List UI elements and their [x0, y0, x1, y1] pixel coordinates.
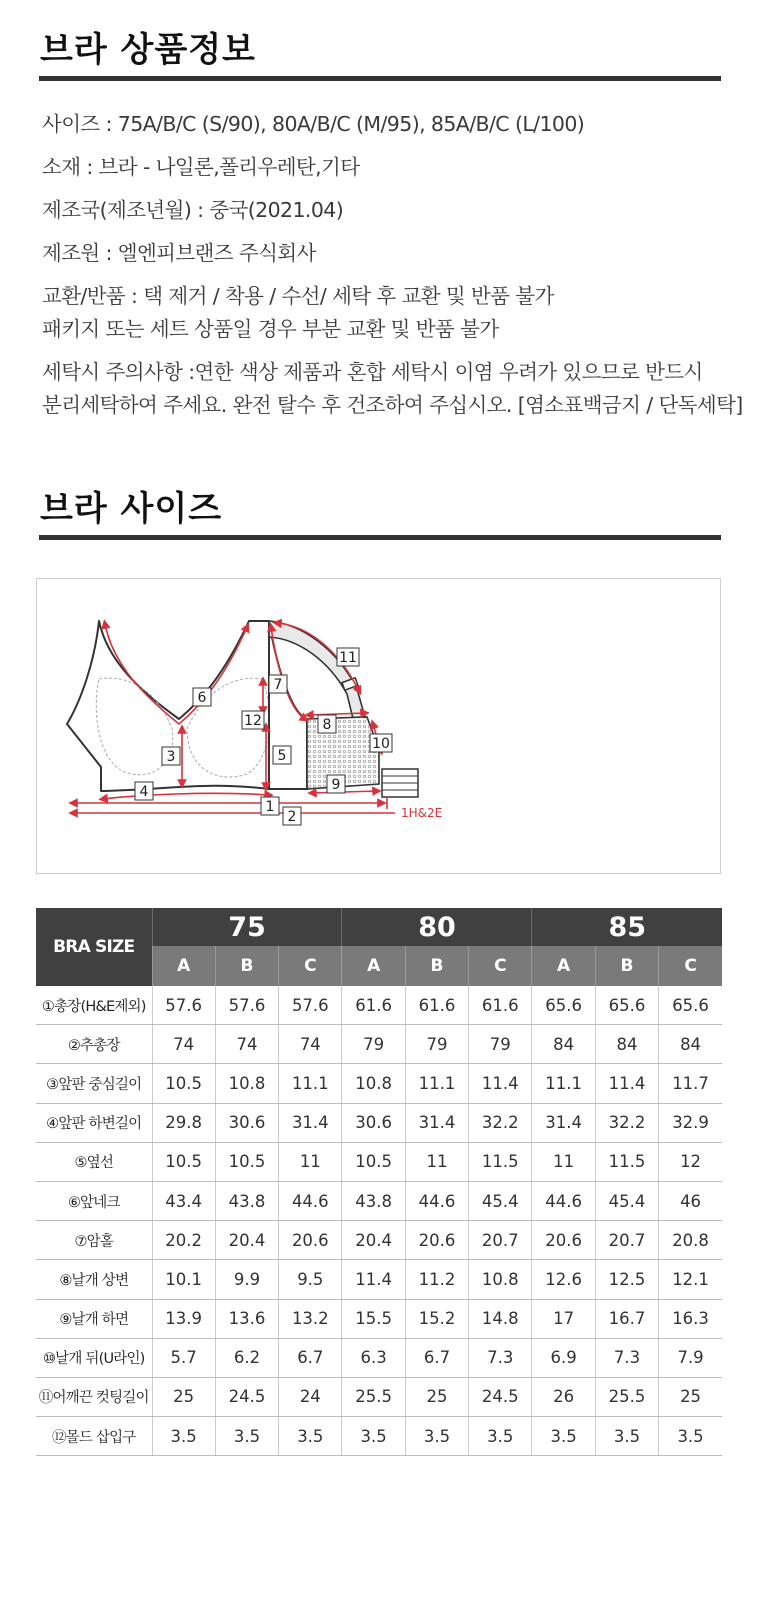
- table-cell: 25: [152, 1377, 215, 1416]
- table-cell: 14.8: [469, 1299, 532, 1338]
- table-cell: 26: [532, 1377, 595, 1416]
- table-cell: 11.7: [659, 1064, 722, 1103]
- marker-7: 7: [273, 677, 283, 693]
- table-cell: 32.2: [469, 1103, 532, 1142]
- cup-header: A: [152, 946, 215, 986]
- table-cell: 20.4: [215, 1221, 278, 1260]
- table-cell: 11.5: [595, 1142, 658, 1181]
- bra-measurement-diagram: [36, 578, 721, 874]
- cup-header: A: [342, 946, 405, 986]
- row-label: ⑦암홀: [36, 1221, 152, 1260]
- table-row: [36, 1417, 722, 1456]
- table-cell: 15.2: [405, 1299, 468, 1338]
- title-underline: [39, 76, 721, 81]
- table-cell: 25.5: [595, 1377, 658, 1416]
- table-cell: 11.1: [532, 1064, 595, 1103]
- table-cell: 20.2: [152, 1221, 215, 1260]
- table-cell: 74: [215, 1025, 278, 1064]
- table-cell: 13.2: [279, 1299, 342, 1338]
- marker-8: 8: [322, 717, 332, 733]
- table-cell: 44.6: [405, 1181, 468, 1220]
- table-cell: 7.9: [659, 1338, 722, 1377]
- table-cell: 11: [532, 1142, 595, 1181]
- table-cell: 11: [405, 1142, 468, 1181]
- info-washing-line1: 세탁시 주의사항 :연한 색상 제품과 혼합 세탁시 이염 우려가 있으므로 반드시: [42, 360, 703, 384]
- marker-4: 4: [139, 784, 149, 800]
- table-cell: 10.5: [342, 1142, 405, 1181]
- table-cell: 79: [405, 1025, 468, 1064]
- table-cell: 16.3: [659, 1299, 722, 1338]
- bra-diagram-svg: [37, 579, 722, 875]
- row-label: ⑫몰드 삽입구: [36, 1417, 152, 1456]
- table-cell: 25.5: [342, 1377, 405, 1416]
- table-cell: 74: [152, 1025, 215, 1064]
- table-cell: 20.8: [659, 1221, 722, 1260]
- marker-2: 2: [287, 809, 297, 825]
- row-label: ④앞판 하변길이: [36, 1103, 152, 1142]
- cup-header: C: [469, 946, 532, 986]
- row-label: ①총장(H&E제외): [36, 986, 152, 1025]
- marker-10: 10: [372, 736, 390, 752]
- table-cell: 45.4: [595, 1181, 658, 1220]
- table-cell: 9.5: [279, 1260, 342, 1299]
- product-info-list: [42, 108, 752, 432]
- table-cell: 32.2: [595, 1103, 658, 1142]
- table-cell: 13.6: [215, 1299, 278, 1338]
- table-cell: 43.4: [152, 1181, 215, 1220]
- table-cell: 44.6: [279, 1181, 342, 1220]
- table-cell: 3.5: [215, 1417, 278, 1456]
- table-cell: 11.4: [469, 1064, 532, 1103]
- table-cell: 65.6: [595, 986, 658, 1025]
- marker-3: 3: [166, 749, 176, 765]
- table-cell: 20.4: [342, 1221, 405, 1260]
- table-cell: 6.3: [342, 1338, 405, 1377]
- table-cell: 7.3: [595, 1338, 658, 1377]
- size-title-underline: [39, 535, 721, 540]
- table-cell: 65.6: [659, 986, 722, 1025]
- table-cell: 3.5: [279, 1417, 342, 1456]
- table-cell: 11.5: [469, 1142, 532, 1181]
- table-cell: 57.6: [152, 986, 215, 1025]
- table-cell: 12: [659, 1142, 722, 1181]
- size-section-title: 브라 사이즈: [40, 489, 223, 529]
- table-cell: 79: [469, 1025, 532, 1064]
- table-cell: 44.6: [532, 1181, 595, 1220]
- row-label: ②추총장: [36, 1025, 152, 1064]
- table-cell: 10.5: [152, 1142, 215, 1181]
- band-85-header: 85: [532, 908, 722, 946]
- table-row: [36, 1338, 722, 1377]
- table-cell: 17: [532, 1299, 595, 1338]
- table-row: [36, 1260, 722, 1299]
- marker-12: 12: [244, 713, 262, 729]
- table-cell: 11: [279, 1142, 342, 1181]
- row-label: ⑥앞네크: [36, 1181, 152, 1220]
- cup-header: C: [279, 946, 342, 986]
- table-cell: 11.1: [279, 1064, 342, 1103]
- table-cell: 29.8: [152, 1103, 215, 1142]
- info-exchange-line1: 교환/반품 : 택 제거 / 착용 / 수선/ 세탁 후 교환 및 반품 불가: [42, 284, 554, 308]
- marker-6: 6: [197, 690, 207, 706]
- table-cell: 25: [405, 1377, 468, 1416]
- table-cell: 13.9: [152, 1299, 215, 1338]
- table-cell: 24: [279, 1377, 342, 1416]
- table-cell: 3.5: [152, 1417, 215, 1456]
- band-80-header: 80: [342, 908, 532, 946]
- row-label: ⑪어깨끈 컷팅길이: [36, 1377, 152, 1416]
- table-cell: 43.8: [215, 1181, 278, 1220]
- marker-1: 1: [265, 799, 275, 815]
- table-cell: 31.4: [279, 1103, 342, 1142]
- table-cell: 20.6: [279, 1221, 342, 1260]
- table-cell: 79: [342, 1025, 405, 1064]
- row-label: ⑨날개 하면: [36, 1299, 152, 1338]
- marker-9: 9: [331, 777, 341, 793]
- table-row: [36, 1142, 722, 1181]
- info-size: 사이즈 : 75A/B/C (S/90), 80A/B/C (M/95), 85A/B/C (L/100): [42, 112, 585, 136]
- table-cell: 10.8: [342, 1064, 405, 1103]
- size-table-body: [36, 986, 722, 1456]
- product-info-title: 브라 상품정보: [40, 30, 256, 70]
- table-cell: 25: [659, 1377, 722, 1416]
- info-exchange-line2: 패키지 또는 세트 상품일 경우 부분 교환 및 반품 불가: [42, 317, 499, 341]
- table-cell: 3.5: [659, 1417, 722, 1456]
- table-cell: 74: [279, 1025, 342, 1064]
- table-cell: 45.4: [469, 1181, 532, 1220]
- row-label: ⑩날개 뒤(U라인): [36, 1338, 152, 1377]
- table-cell: 7.3: [469, 1338, 532, 1377]
- table-row: [36, 1181, 722, 1220]
- table-cell: 11.1: [405, 1064, 468, 1103]
- table-cell: 3.5: [342, 1417, 405, 1456]
- info-origin: 제조국(제조년월) : 중국(2021.04): [42, 198, 344, 222]
- table-cell: 32.9: [659, 1103, 722, 1142]
- table-cell: 16.7: [595, 1299, 658, 1338]
- table-cell: 15.5: [342, 1299, 405, 1338]
- bra-size-header: BRA SIZE: [36, 908, 152, 986]
- info-manufacturer: 제조원 : 엘엔피브랜즈 주식회사: [42, 241, 316, 265]
- table-cell: 31.4: [405, 1103, 468, 1142]
- table-cell: 6.7: [405, 1338, 468, 1377]
- table-cell: 84: [659, 1025, 722, 1064]
- table-row: [36, 1103, 722, 1142]
- table-cell: 20.6: [405, 1221, 468, 1260]
- table-cell: 11.2: [405, 1260, 468, 1299]
- table-cell: 6.2: [215, 1338, 278, 1377]
- table-cell: 84: [532, 1025, 595, 1064]
- table-cell: 6.9: [532, 1338, 595, 1377]
- table-cell: 24.5: [215, 1377, 278, 1416]
- bra-size-table: [36, 908, 722, 1456]
- row-label: ⑤옆선: [36, 1142, 152, 1181]
- row-label: ③앞판 중심길이: [36, 1064, 152, 1103]
- table-cell: 10.5: [152, 1064, 215, 1103]
- table-row: [36, 1299, 722, 1338]
- table-cell: 3.5: [595, 1417, 658, 1456]
- table-row: [36, 1221, 722, 1260]
- table-cell: 57.6: [215, 986, 278, 1025]
- marker-5: 5: [277, 748, 287, 764]
- table-cell: 61.6: [469, 986, 532, 1025]
- marker-11: 11: [339, 650, 357, 666]
- table-row: [36, 1025, 722, 1064]
- table-cell: 30.6: [342, 1103, 405, 1142]
- hook-eye-note: 1H&2E: [401, 806, 443, 820]
- table-cell: 65.6: [532, 986, 595, 1025]
- table-cell: 10.8: [469, 1260, 532, 1299]
- table-cell: 11.4: [595, 1064, 658, 1103]
- table-cell: 24.5: [469, 1377, 532, 1416]
- table-cell: 57.6: [279, 986, 342, 1025]
- table-row: [36, 1064, 722, 1103]
- table-cell: 43.8: [342, 1181, 405, 1220]
- table-row: [36, 986, 722, 1025]
- row-label: ⑧날개 상변: [36, 1260, 152, 1299]
- band-75-header: 75: [152, 908, 342, 946]
- table-cell: 3.5: [405, 1417, 468, 1456]
- table-cell: 30.6: [215, 1103, 278, 1142]
- table-cell: 20.6: [532, 1221, 595, 1260]
- table-cell: 10.8: [215, 1064, 278, 1103]
- table-cell: 12.1: [659, 1260, 722, 1299]
- cup-header: B: [405, 946, 468, 986]
- table-cell: 11.4: [342, 1260, 405, 1299]
- cup-header: C: [659, 946, 722, 986]
- table-cell: 61.6: [342, 986, 405, 1025]
- table-cell: 10.5: [215, 1142, 278, 1181]
- cup-header: A: [532, 946, 595, 986]
- table-cell: 3.5: [469, 1417, 532, 1456]
- cup-header: B: [595, 946, 658, 986]
- table-cell: 20.7: [469, 1221, 532, 1260]
- info-washing-line2: 분리세탁하여 주세요. 완전 탈수 후 건조하여 주십시오. [염소표백금지 / 단독세탁]: [42, 393, 743, 417]
- table-row: [36, 1377, 722, 1416]
- table-cell: 10.1: [152, 1260, 215, 1299]
- table-cell: 12.5: [595, 1260, 658, 1299]
- table-cell: 3.5: [532, 1417, 595, 1456]
- table-cell: 12.6: [532, 1260, 595, 1299]
- table-cell: 31.4: [532, 1103, 595, 1142]
- cup-header: B: [215, 946, 278, 986]
- table-cell: 9.9: [215, 1260, 278, 1299]
- table-cell: 84: [595, 1025, 658, 1064]
- table-cell: 61.6: [405, 986, 468, 1025]
- info-material: 소재 : 브라 - 나일론,폴리우레탄,기타: [42, 155, 360, 179]
- table-cell: 46: [659, 1181, 722, 1220]
- table-cell: 6.7: [279, 1338, 342, 1377]
- table-cell: 20.7: [595, 1221, 658, 1260]
- table-cell: 5.7: [152, 1338, 215, 1377]
